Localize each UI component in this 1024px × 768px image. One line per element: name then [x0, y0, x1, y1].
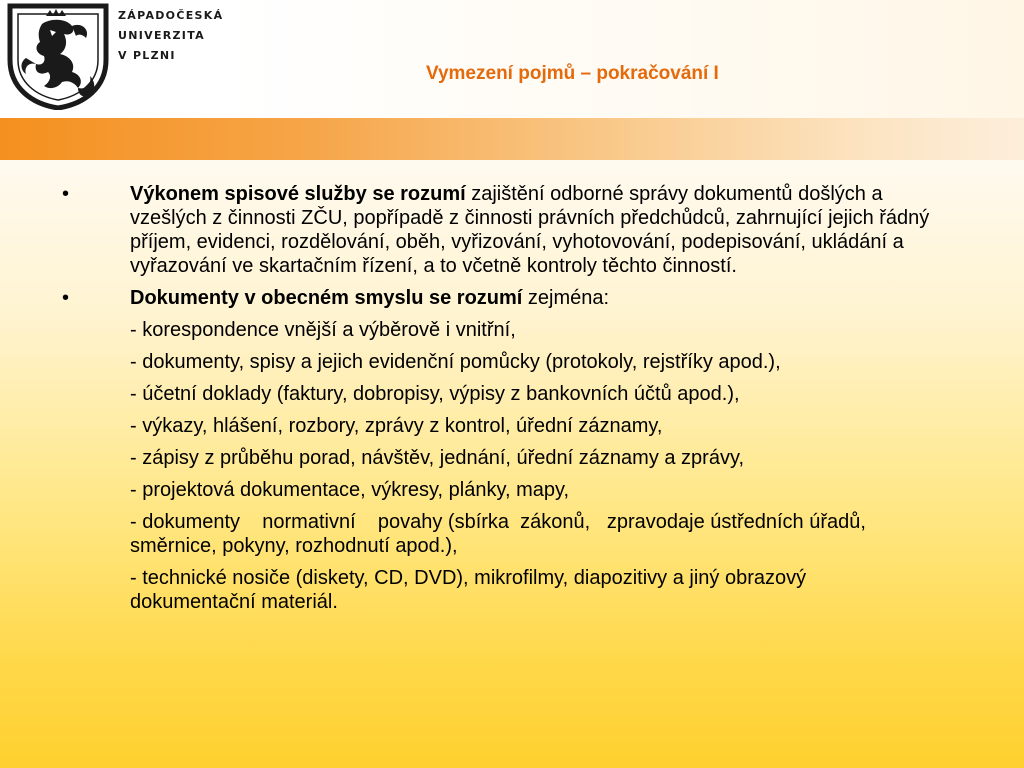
university-name-line: UNIVERZITA [118, 29, 205, 42]
bullet-item [0, 286, 950, 310]
list-item: - účetní doklady (faktury, dobropisy, výpisy z bankovních účtů apod.), [130, 383, 740, 405]
list-item: - zápisy z průběhu porad, návštěv, jednání, úřední záznamy a zprávy, [130, 447, 745, 469]
list-item: - technické nosiče (diskety, CD, DVD), mikrofilmy, diapozitivy a jiný obrazový dokumentační materiál. [130, 567, 807, 613]
list-item: - projektová dokumentace, výkresy, plánky, mapy, [130, 479, 570, 501]
bullet-item [0, 182, 950, 278]
list-item: - výkazy, hlášení, rozbory, zprávy z kontrol, úřední záznamy, [130, 415, 663, 437]
university-name-line: V PLZNI [118, 49, 176, 62]
bullet-marker: • [62, 183, 70, 205]
bullet-text: zajištění odborné správy dokumentů došlých a vzešlých z činnosti ZČU, popřípadě z činnosti právních předchůdců, zahrnující jejich řádný příjem, evidenci, rozdělování, oběh, vyřizování, vyhotovování, podepisování, ukládání a vyřazování ve skartačním řízení, a to včetně kontroly těchto činností. [130, 183, 930, 277]
slide-title: Vymezení pojmů – pokračování I [426, 63, 719, 84]
list-item: - korespondence vnější a výběrově i vnitřní, [130, 319, 516, 341]
bullet-bold-lead: Dokumenty v obecném smyslu se rozumí [130, 287, 523, 309]
list-item: - dokumenty normativní povahy (sbírka zákonů, zpravodaje ústředních úřadů, směrnice, pokyny, rozhodnutí apod.), [130, 511, 872, 557]
list-item: - dokumenty, spisy a jejich evidenční pomůcky (protokoly, rejstříky apod.), [130, 351, 781, 373]
bullet-marker: • [62, 287, 70, 309]
university-name [118, 6, 223, 66]
slide-content [0, 182, 1024, 622]
university-name-line: ZÁPADOČESKÁ [118, 9, 224, 22]
orange-stripe [0, 118, 1024, 160]
bullet-bold-lead: Výkonem spisové služby se rozumí [130, 183, 466, 205]
bullet-text: zejména: [522, 287, 610, 309]
university-crest-logo [6, 2, 110, 110]
